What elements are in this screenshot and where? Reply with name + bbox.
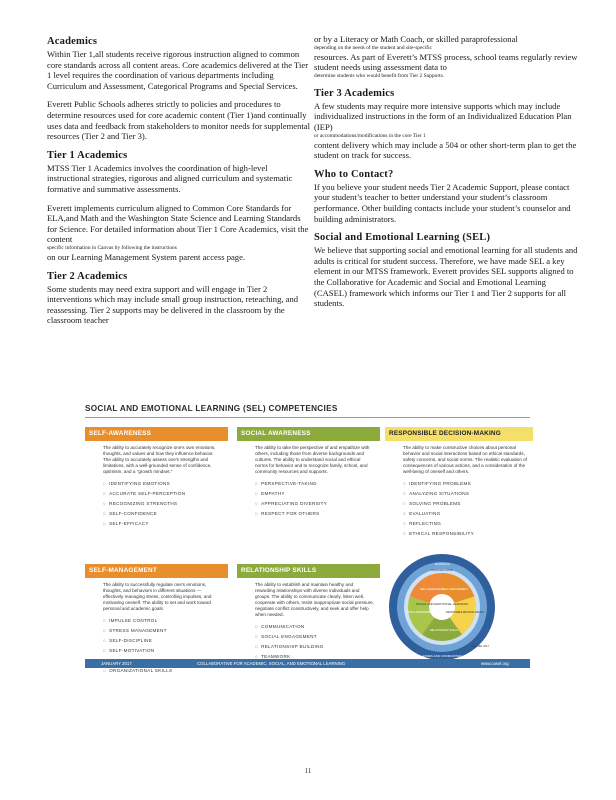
list-item: ○ SELF-EFFICACY (103, 519, 222, 529)
figure-title: SOCIAL AND EMOTIONAL LEARNING (SEL) COMPETENCIES (85, 404, 338, 413)
page-number: 11 (304, 767, 312, 775)
tier2-continued-text: or by a Literacy or Math Coach, or skilled paraprofessional (314, 34, 518, 44)
tier1-section (47, 150, 312, 263)
relationship-skills-header: RELATIONSHIP SKILLS (237, 564, 380, 578)
tier2-section (47, 271, 312, 326)
list-item: ○ ORGANIZATIONAL SKILLS (103, 666, 222, 676)
tier3-section (314, 88, 579, 161)
academics-paragraph-2: Everett Public Schools adheres strictly to policies and procedures to determine resources used for core academic content (Tier 1)and continually uses data and feedback from stakeholders to monitor needs for supplemental resources (Tier 2 and Tier 3). (47, 99, 310, 142)
responsible-decision-header: RESPONSIBLE DECISION-MAKING (385, 427, 533, 441)
responsible-decision-body (385, 441, 533, 561)
relationship-skills-box (237, 564, 380, 657)
tier1-paragraph-2-end: on our Learning Management System parent access page. (47, 251, 246, 262)
list-item: ○ SOLVING PROBLEMS (403, 499, 527, 509)
tier1-heading: Tier 1 Academics (47, 149, 128, 161)
wheel-center (429, 594, 455, 620)
list-item: ○ RESPECT FOR OTHERS (255, 509, 374, 519)
responsible-decision-box (385, 427, 533, 557)
academics-section (47, 36, 312, 142)
list-item: ○ EVALUATING (403, 509, 527, 519)
social-awareness-desc: The ability to take the perspective of and empathize with others, including those from diverse backgrounds and cultures. The ability to understand social and ethical norms for behavior and to recognize family, school, and community resources and supports. (255, 445, 370, 474)
tier3-paragraph-text: A few students may require more intensive supports which may include individualized instructions in the form of an Individualized Education Plan (IEP) (314, 100, 572, 132)
casel-wheel-graphic (387, 553, 497, 661)
tier2-fine-print: depending on the needs of the student and site-specific (314, 44, 432, 51)
social-awareness-body (237, 441, 380, 566)
tier3-fine-print: or accommodations/modifications in the core Tier 1 (314, 132, 426, 139)
wheel-ring-schools: SCHOOLS (434, 562, 450, 566)
wheel-ring-homes: HOMES AND COMMUNITIES (421, 654, 463, 658)
tier1-paragraph-2-text: Everett implements curriculum aligned to Common Core Standards for ELA,and Math and the Washington State Science and Learning Standards for Science. For detailed information about Tier 1 Core Academics, visit the content (47, 202, 309, 245)
list-item: ○ ETHICAL RESPONSIBILITY (403, 529, 527, 539)
self-awareness-header: SELF-AWARENESS (85, 427, 228, 441)
wheel-ring-classrooms: CLASSROOMS (431, 568, 453, 572)
wheel-label-self-management: SELF-MANAGEMENT (442, 588, 468, 591)
wheel-label-social-awareness: SOCIAL AWARENESS (405, 611, 433, 614)
footer-org: COLLABORATIVE FOR ACADEMIC, SOCIAL, AND EMOTIONAL LEARNING (197, 661, 346, 666)
list-item: ○ ACCURATE SELF-PERCEPTION (103, 489, 222, 499)
sel-heading: Social and Emotional Learning (SEL) (314, 232, 491, 244)
sel-section (314, 232, 579, 309)
left-column (47, 36, 312, 334)
social-awareness-header: SOCIAL AWARENESS (237, 427, 380, 441)
wheel-credit: © CASEL 2017 (471, 645, 489, 648)
tier3-heading: Tier 3 Academics (314, 87, 395, 99)
list-item: ○ ANALYZING SITUATIONS (403, 489, 527, 499)
list-item: ○ RELATIONSHIP BUILDING (255, 642, 374, 652)
relationship-skills-body (237, 578, 380, 661)
list-item: ○ IDENTIFYING EMOTIONS (103, 479, 222, 489)
list-item: ○ RECOGNIZING STRENGTHS (103, 499, 222, 509)
tier1-paragraph-2 (47, 203, 312, 263)
self-awareness-box (85, 427, 228, 562)
list-item: ○ STRESS MANAGEMENT (103, 626, 222, 636)
social-awareness-list (255, 479, 374, 519)
responsible-decision-desc: The ability to make constructive choices about personal behavior and social interactions based on ethical standards, safety concerns, and social norms. The realistic evaluation of consequences of various actions, and a consideration of the well-being of oneself and others. (403, 445, 528, 474)
relationship-skills-desc: The ability to establish and maintain healthy and rewarding relationships with diverse individuals and groups. The ability to communicate clearly, listen well, cooperate with others, resist inappropriate social pressure, negotiate conflict constructively, and seek and offer help when needed. (255, 582, 374, 617)
relationship-skills-list (255, 622, 374, 662)
tier1-fine-print: specific information in Canvas by following the instructions (47, 244, 177, 251)
self-awareness-body (85, 441, 228, 566)
list-item: ○ COMMUNICATION (255, 622, 374, 632)
list-item: ○ SOCIAL ENGAGEMENT (255, 632, 374, 642)
list-item: ○ EMPATHY (255, 489, 374, 499)
wheel-label-self-awareness: SELF-AWARENESS (420, 588, 444, 591)
tier2-paragraph-1: Some students may need extra support and will engage in Tier 2 interventions which may include small group instruction, reteaching, and reassessing. Tier 2 supports may be delivered in the classroom by the classroom teacher (47, 283, 299, 326)
list-item: ○ TEAMWORK (255, 652, 374, 662)
contact-paragraph: If you believe your student needs Tier 2 Academic Support, please contact your student’s teacher to better understand your student’s classroom performance. Other building contacts include your student’s counselor and building administrators. (314, 181, 571, 224)
list-item: ○ SELF-CONFIDENCE (103, 509, 222, 519)
tier2-continued-text-2: resources. As part of Everett’s MTSS process, school teams regularly review student needs using assessment data to (314, 51, 578, 73)
list-item: ○ APPRECIATING DIVERSITY (255, 499, 374, 509)
wheel-label-decision: RESPONSIBLE DECISION-MAKING (446, 612, 484, 614)
self-management-desc: The ability to successfully regulate one's emotions, thoughts, and behaviors in different situations — effectively managing stress, controlling impulses, and motivating oneself. The ability to set and work toward personal and academic goals. (103, 582, 212, 611)
self-awareness-desc: The ability to accurately recognize one's own emotions, thoughts, and values and how they influence behavior. The ability to accurately assess one's strengths and limitations, with a well-grounded sense of confidence, optimism, and a "growth mindset." (103, 445, 216, 474)
footer-url: www.casel.org (481, 661, 509, 666)
academics-heading: Academics (47, 36, 98, 47)
tier3-paragraph (314, 101, 579, 161)
self-awareness-list (103, 479, 222, 529)
list-item: ○ SELF-DISCIPLINE (103, 636, 222, 646)
tier1-paragraph-1: MTSS Tier 1 Academics involves the coordination of high-level instructional strategies, rigorous and aligned curriculum and systematic formative and summative assessments. (47, 162, 293, 194)
list-item: ○ SELF-MOTIVATION (103, 646, 222, 656)
list-item: ○ REFLECTING (403, 519, 527, 529)
contact-heading: Who to Contact? (314, 168, 394, 180)
list-item: ○ IDENTIFYING PROBLEMS (403, 479, 527, 489)
wheel-center-label: SOCIAL AND EMOTIONAL LEARNING (415, 602, 469, 606)
contact-section (314, 169, 579, 224)
sel-competencies-figure (80, 404, 538, 674)
tier2-fine-print-2: determine students who would benefit from Tier 2 Supports. (314, 72, 445, 79)
tier3-paragraph-end: content delivery which may include a 504 or other short-term plan to get the student on track for success. (314, 139, 577, 161)
responsible-decision-list (403, 479, 527, 539)
footer-date: JANUARY 2017 (101, 661, 132, 666)
tier2-heading: Tier 2 Academics (47, 270, 128, 282)
tier2-continued (314, 34, 579, 80)
sel-paragraph: We believe that supporting social and emotional learning for all students and adults is critical for student success. Therefore, we have made SEL a key element in our MTSS framework. Everett provides SEL supports aligned to the Collaborative for Academic and Social and Emotional Learning (CASEL) framework which informs our Tier 1 and Tier 2 supports for all students. (314, 245, 578, 309)
figure-title-rule (85, 417, 530, 418)
list-item: ○ PERSPECTIVE-TAKING (255, 479, 374, 489)
self-management-header: SELF-MANAGEMENT (85, 564, 228, 578)
academics-paragraph-1: Within Tier 1,all students receive rigorous instruction aligned to common core standards across all content areas. Core academics delivered at the Tier 1 level requires the coordination of various departments including Curriculum and Assessment, Categorical Programs and Special Services. (47, 49, 309, 91)
right-column (314, 34, 579, 317)
figure-footer-bar (85, 659, 530, 668)
social-awareness-box (237, 427, 380, 562)
list-item: ○ IMPULSE CONTROL (103, 616, 222, 626)
wheel-label-relationship: RELATIONSHIP SKILLS (429, 629, 459, 632)
